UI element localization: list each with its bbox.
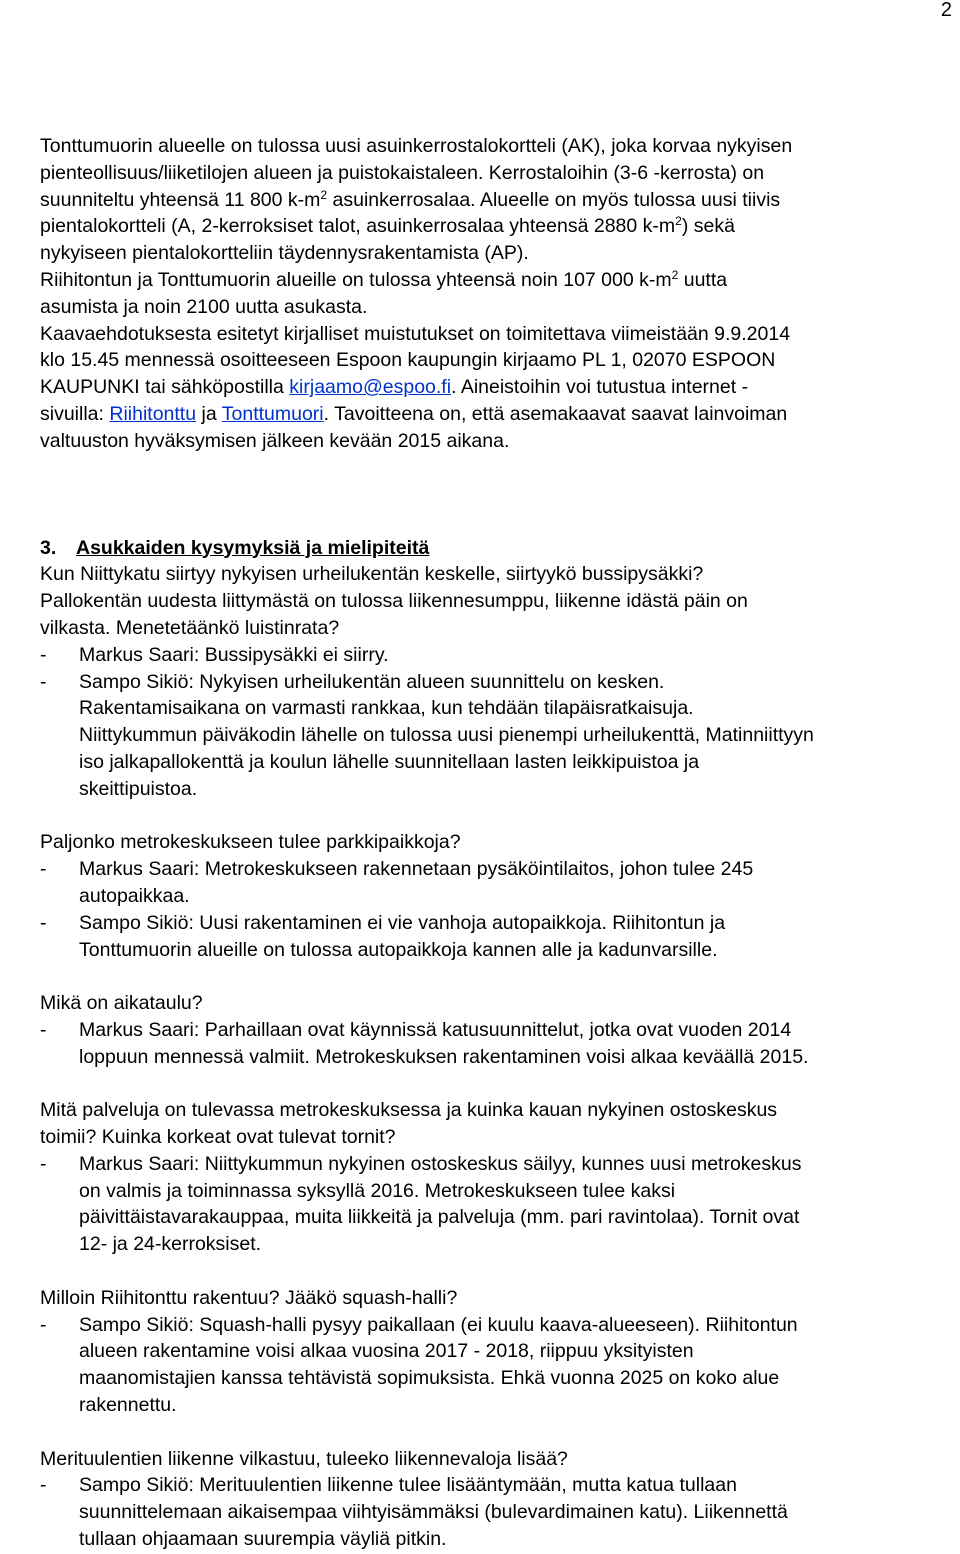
answer (40, 669, 955, 803)
text-line: valtuuston hyväksymisen jälkeen kevään 2015 aikana. (40, 429, 510, 452)
answer-line: Sampo Sikiö: Nykyisen urheilukentän alueen suunnittelu on kesken. (79, 670, 665, 693)
question-line: Milloin Riihitonttu rakentuu? Jääkö squash-halli? (40, 1286, 458, 1309)
bullet-dash: - (40, 858, 47, 881)
section-heading (40, 535, 955, 562)
answer (40, 1017, 955, 1071)
text-line: pientalokortteli (A, 2-kerroksiset talot, asuinkerrosalaa yhteensä 2880 $k-m^2$) sekä (40, 214, 735, 238)
answer-line: suunnittelemaan aikaisempaa viihtyisämmäksi (bulevardimainen katu). Liikennettä (79, 1501, 788, 1524)
answer-line: Markus Saari: Parhaillaan ovat käynnissä katusuunnittelut, jotka ovat vuoden 2014 (79, 1018, 792, 1041)
bullet-dash: - (40, 1152, 47, 1175)
answer-line: skeittipuistoa. (79, 777, 198, 800)
answer-line: autopaikkaa. (79, 884, 190, 907)
answer-line: iso jalkapallokenttä ja koulun lähelle suunnitellaan lasten leikkipuistoa ja (79, 750, 700, 773)
answer-line: Markus Saari: Niittykummun nykyinen ostoskeskus säilyy, kunnes uusi metrokeskus (79, 1152, 802, 1175)
question-line: Pallokentän uudesta liittymästä on tulossa liikennesumppu, liikenne idästä päin on (40, 590, 748, 613)
answer-line: tullaan ohjaamaan suurempia väyliä pitkin. (79, 1528, 447, 1551)
text-line: pienteollisuus/liiketilojen alueen ja puistokaistaleen. Kerrostaloihin (3-6 -kerrosta) on (40, 161, 765, 184)
bullet-dash: - (40, 643, 47, 666)
text-line: nykyiseen pientalokortteliin täydennysrakentamista (AP). (40, 242, 529, 265)
answer-line: päivittäistavarakauppaa, muita liikkeitä ja palveluja (mm. pari ravintolaa). Tornit ovat (79, 1206, 800, 1229)
answer-line: on valmis ja toiminnassa syksyllä 2016. Metrokeskukseen tulee kaksi (79, 1179, 676, 1202)
answer-line: Rakentamisaikana on varmasti rankkaa, kun tehdään tilapäisratkaisuja. (79, 697, 694, 720)
question-line: Merituulentien liikenne vilkastuu, tuleeko liikennevaloja lisää? (40, 1447, 568, 1470)
page-number: 2 (940, 0, 952, 21)
qa-list (40, 561, 955, 1552)
question (40, 1097, 955, 1151)
bullet-dash: - (40, 1474, 47, 1497)
bullet-dash: - (40, 1313, 47, 1336)
bullet-dash: - (40, 670, 47, 693)
tonttumuori-link[interactable]: Tonttumuori (221, 402, 324, 425)
answer-line: Markus Saari: Metrokeskukseen rakennetaan pysäköintilaitos, johon tulee 245 (79, 858, 754, 881)
text-line: asumista ja noin 2100 uutta asukasta. (40, 295, 368, 318)
answer-line: Niittykummun päiväkodin lähelle on tulossa uusi pienempi urheilukenttä, Matinniittyyn (79, 724, 814, 747)
answer (40, 1151, 955, 1258)
question-line: Mitä palveluja on tulevassa metrokeskuksessa ja kuinka kauan nykyinen ostoskeskus (40, 1099, 778, 1122)
answer-line: Sampo Sikiö: Uusi rakentaminen ei vie vanhoja autopaikkoja. Riihitontun ja (79, 911, 726, 934)
document-body (40, 133, 955, 1553)
answer-line: rakennettu. (79, 1394, 177, 1417)
answer (40, 910, 955, 964)
question (40, 1446, 955, 1473)
answer-line: loppuun mennessä valmiit. Metrokeskuksen rakentaminen voisi alkaa keväällä 2015. (79, 1045, 809, 1068)
question-line: toimii? Kuinka korkeat ovat tulevat tornit? (40, 1126, 396, 1149)
question (40, 990, 955, 1017)
question-line: Mikä on aikataulu? (40, 992, 203, 1015)
answer-line: 12- ja 24-kerroksiset. (79, 1233, 262, 1256)
question-line: Kun Niittykatu siirtyy nykyisen urheilukentän keskelle, siirtyykö bussipysäkki? (40, 563, 704, 586)
answer (40, 1312, 955, 1419)
answer-line: Markus Saari: Bussipysäkki ei siirry. (79, 643, 389, 666)
text-line: Tonttumuorin alueelle on tulossa uusi asuinkerrostalokortteli (AK), joka korvaa nykyisen (40, 135, 793, 157)
section-number: 3. (40, 536, 57, 559)
bullet-dash: - (40, 911, 47, 934)
text-line: klo 15.45 mennessä osoitteeseen Espoon kaupungin kirjaamo PL 1, 02070 ESPOON (40, 349, 776, 372)
answer (40, 856, 955, 910)
text-line: Riihitontun ja Tonttumuorin alueille on tulossa yhteensä noin 107 000 $k-m^2$ uutta (40, 267, 728, 291)
question-line: vilkasta. Menetetäänkö luistinrata? (40, 616, 340, 639)
intro-paragraph (40, 133, 955, 455)
answer-line: Tonttumuorin alueille on tulossa autopaikkoja kannen alle ja kadunvarsille. (79, 938, 718, 961)
answer (40, 1472, 955, 1552)
answer (40, 642, 955, 669)
bullet-dash: - (40, 1018, 47, 1041)
question (40, 1285, 955, 1312)
section-title: Asukkaiden kysymyksiä ja mielipiteitä (76, 536, 430, 559)
text-line: suunniteltu yhteensä 11 800 $k-m^2$ asuinkerrosalaa. Alueelle on myös tulossa uusi tiivis (40, 187, 781, 211)
text-line: sivuilla: Riihitonttu ja Tonttumuori. Tavoitteena on, että asemakaavat saavat lainvoiman (40, 402, 788, 425)
answer-line: alueen rakentamine voisi alkaa vuosina 2017 - 2018, riippuu yksityisten (79, 1340, 694, 1363)
answer-line: Sampo Sikiö: Merituulentien liikenne tulee lisääntymään, mutta katua tullaan (79, 1474, 737, 1497)
text-line: KAUPUNKI tai sähköpostilla kirjaamo@espoo.fi. Aineistoihin voi tutustua internet - (40, 376, 749, 399)
text-line: Kaavaehdotuksesta esitetyt kirjalliset muistutukset on toimitettava viimeistään 9.9.2014 (40, 322, 791, 345)
question-line: Paljonko metrokeskukseen tulee parkkipaikkoja? (40, 831, 461, 854)
answer-line: maanomistajien kanssa tehtävistä sopimuksista. Ehkä vuonna 2025 on koko alue (79, 1367, 780, 1390)
email-link[interactable]: kirjaamo@espoo.fi (289, 376, 452, 399)
answer-line: Sampo Sikiö: Squash-halli pysyy paikallaan (ei kuulu kaava-alueeseen). Riihitontun (79, 1313, 798, 1336)
question (40, 561, 955, 641)
riihitonttu-link[interactable]: Riihitonttu (109, 402, 197, 425)
question (40, 829, 955, 856)
